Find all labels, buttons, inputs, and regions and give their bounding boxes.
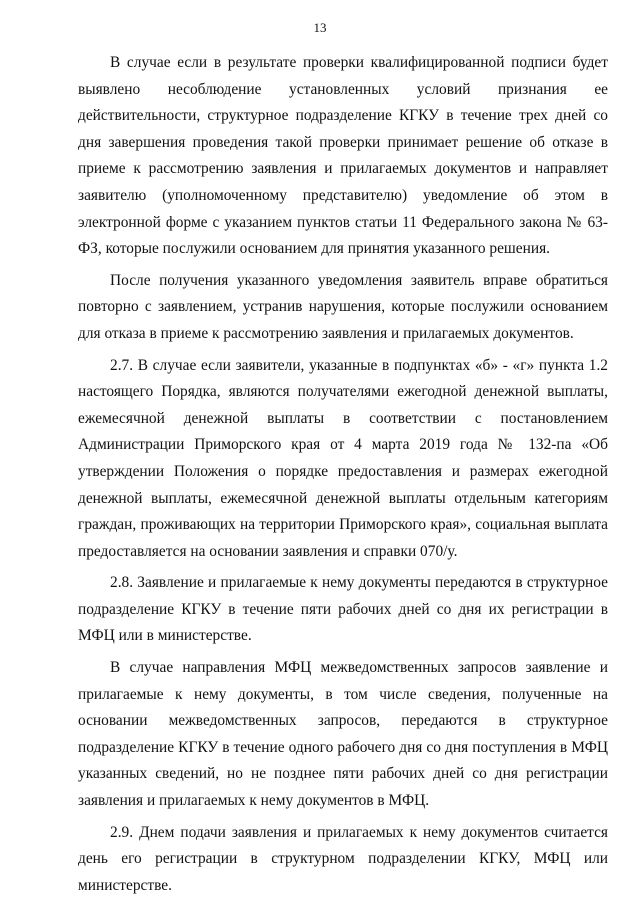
page-number: 13 [313,20,327,35]
paragraph-2-8: 2.8. Заявление и прилагаемые к нему документы передаются в структурное подразделение КГКУ в течение пяти рабочих дней со дня их регистрации в МФЦ или в министерстве. [78,574,608,645]
paragraph-mfc-interagency-requests: В случае направления МФЦ межведомственных запросов заявление и прилагаемые к нему документы, в том числе сведения, полученные на основании межведомственных запросов, передаются в структурное подразделение КГКУ в течение одного рабочего дня со дня поступления в МФЦ указанных сведений, но не позднее пяти рабочих дней со дня регистрации заявления и прилагаемых к нему документов в МФЦ. [78,659,608,810]
paragraph-2-7: 2.7. В случае если заявители, указанные в подпунктах «б» - «г» пункта 1.2 настоящего Порядка, являются получателями ежегодной денежной выплаты, ежемесячной денежной выплаты в соответствии с постановлением Администрации Приморского края от 4 марта 2019 года № 132-па «Об утверждении Положения о порядке предоставления и размерах ежегодной денежной выплаты, ежемесячной денежной выплаты отдельным категориям граждан, проживающих на территории Приморского края», социальная выплата предоставляется на основании заявления и справки 070/у. [78,356,608,560]
paragraph-2-9: 2.9. Днем подачи заявления и прилагаемых к нему документов считается день его регистрации в структурном подразделении КГКУ, МФЦ или министерстве. [78,823,608,894]
paragraph-qualified-signature-check: В случае если в результате проверки квалифицированной подписи будет выявлено несоблюдение установленных условий признания ее действительности, структурное подразделение КГКУ в течение трех дней со дня завершения проведения такой проверки принимает решение об отказе в приеме к рассмотрению заявления и прилагаемых документов и направляет заявителю (уполномоченному представителю) уведомление об этом в электронной форме с указанием пунктов статьи 11 Федерального закона № 63-ФЗ, которые послужили основанием для принятия указанного решения. [78,54,608,258]
paragraph-repeat-application: После получения указанного уведомления заявитель вправе обратиться повторно с заявлением, устранив нарушения, которые послужили основанием для отказа в приеме к рассмотрению заявления и прилагаемых документов. [78,271,608,342]
document-body [78,50,608,904]
